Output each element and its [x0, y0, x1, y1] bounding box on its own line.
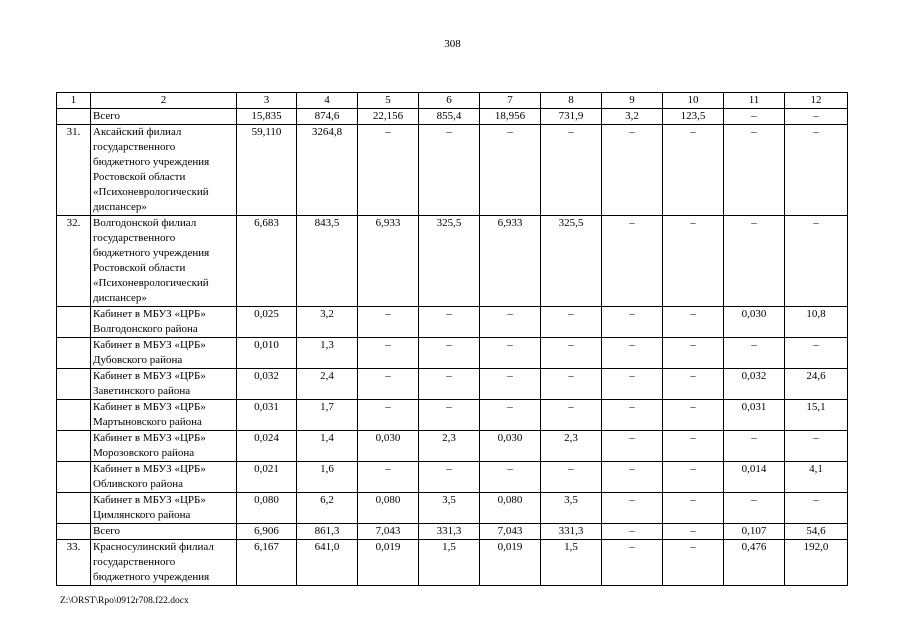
row-number — [57, 524, 91, 540]
column-header: 4 — [297, 93, 358, 109]
table-cell: 0,031 — [237, 400, 297, 431]
data-table — [56, 92, 848, 586]
table-cell: – — [602, 400, 663, 431]
row-name: Кабинет в МБУЗ «ЦРБ» Дубовского района — [91, 338, 237, 369]
table-cell: – — [724, 125, 785, 216]
table-cell: 0,032 — [724, 369, 785, 400]
table-cell: – — [358, 338, 419, 369]
table-cell: 0,080 — [358, 493, 419, 524]
row-name: Всего — [91, 524, 237, 540]
table-cell: 6,167 — [237, 540, 297, 586]
table-cell: – — [419, 462, 480, 493]
table-cell: – — [602, 369, 663, 400]
table-row — [57, 125, 848, 216]
table-cell: – — [663, 338, 724, 369]
column-header: 5 — [358, 93, 419, 109]
table-cell: – — [541, 125, 602, 216]
table-cell: 0,030 — [724, 307, 785, 338]
row-number — [57, 307, 91, 338]
table-cell: 59,110 — [237, 125, 297, 216]
table-cell: – — [663, 540, 724, 586]
table-cell: – — [724, 338, 785, 369]
table-cell: 325,5 — [419, 216, 480, 307]
table-cell: 18,956 — [480, 109, 541, 125]
table-cell: 0,030 — [480, 431, 541, 462]
table-cell: – — [419, 307, 480, 338]
table-cell: 331,3 — [419, 524, 480, 540]
table-cell: 6,933 — [480, 216, 541, 307]
table-row — [57, 400, 848, 431]
table-cell: 24,6 — [785, 369, 848, 400]
table-cell: 6,683 — [237, 216, 297, 307]
table-cell: – — [480, 125, 541, 216]
table-cell: 843,5 — [297, 216, 358, 307]
table-cell: 6,2 — [297, 493, 358, 524]
page-number: 308 — [444, 38, 461, 50]
table-cell: 1,5 — [541, 540, 602, 586]
table-cell: 15,1 — [785, 400, 848, 431]
row-number — [57, 369, 91, 400]
table-cell: – — [419, 369, 480, 400]
table-cell: 6,906 — [237, 524, 297, 540]
table-cell: 861,3 — [297, 524, 358, 540]
table-cell: – — [541, 338, 602, 369]
table-cell: – — [785, 125, 848, 216]
table-cell: – — [602, 524, 663, 540]
table-cell: 22,156 — [358, 109, 419, 125]
table-cell: – — [663, 462, 724, 493]
table-row — [57, 524, 848, 540]
table-cell: – — [785, 431, 848, 462]
column-header: 11 — [724, 93, 785, 109]
table-cell: 7,043 — [480, 524, 541, 540]
row-name: Кабинет в МБУЗ «ЦРБ» Мартыновского района — [91, 400, 237, 431]
table-cell: 331,3 — [541, 524, 602, 540]
column-header: 6 — [419, 93, 480, 109]
table-cell: 1,7 — [297, 400, 358, 431]
table-cell: 7,043 — [358, 524, 419, 540]
table-cell: 0,021 — [237, 462, 297, 493]
table-cell: 325,5 — [541, 216, 602, 307]
table-cell: 0,010 — [237, 338, 297, 369]
table-cell: – — [602, 307, 663, 338]
row-name: Кабинет в МБУЗ «ЦРБ» Обливского района — [91, 462, 237, 493]
table-cell: 0,014 — [724, 462, 785, 493]
column-header: 10 — [663, 93, 724, 109]
table-cell: – — [541, 369, 602, 400]
table-cell: 54,6 — [785, 524, 848, 540]
row-name: Всего — [91, 109, 237, 125]
row-number: 32. — [57, 216, 91, 307]
table-row — [57, 540, 848, 586]
table-cell: – — [663, 307, 724, 338]
table-cell: 15,835 — [237, 109, 297, 125]
table-cell: 3264,8 — [297, 125, 358, 216]
table-cell: 1,5 — [419, 540, 480, 586]
table-cell: 3,2 — [297, 307, 358, 338]
table-cell: 874,6 — [297, 109, 358, 125]
table-row — [57, 109, 848, 125]
table-row — [57, 216, 848, 307]
table-cell: 0,476 — [724, 540, 785, 586]
table-cell: – — [480, 369, 541, 400]
column-header: 9 — [602, 93, 663, 109]
table-cell: – — [602, 431, 663, 462]
table-cell: 0,080 — [237, 493, 297, 524]
table-cell: – — [602, 493, 663, 524]
table-cell: – — [358, 462, 419, 493]
table-cell: – — [663, 125, 724, 216]
table-cell: – — [785, 216, 848, 307]
row-number — [57, 338, 91, 369]
table-cell: – — [785, 493, 848, 524]
table-cell: – — [663, 431, 724, 462]
table-cell: 0,107 — [724, 524, 785, 540]
table-row — [57, 307, 848, 338]
table-cell: 3,2 — [602, 109, 663, 125]
table-cell: 2,4 — [297, 369, 358, 400]
table-cell: – — [419, 400, 480, 431]
table-header-row — [57, 93, 848, 109]
column-header: 3 — [237, 93, 297, 109]
table-cell: – — [663, 493, 724, 524]
table-cell: 0,025 — [237, 307, 297, 338]
row-number: 31. — [57, 125, 91, 216]
table-cell: 1,3 — [297, 338, 358, 369]
table-cell: 4,1 — [785, 462, 848, 493]
table-cell: 731,9 — [541, 109, 602, 125]
row-name: Кабинет в МБУЗ «ЦРБ» Цимлянского района — [91, 493, 237, 524]
table-cell: – — [663, 216, 724, 307]
table-cell: – — [480, 307, 541, 338]
table-cell: – — [785, 338, 848, 369]
table-cell: 0,080 — [480, 493, 541, 524]
table-cell: – — [541, 307, 602, 338]
row-number: 33. — [57, 540, 91, 586]
table-row — [57, 493, 848, 524]
table-cell: – — [663, 524, 724, 540]
table-cell: 10,8 — [785, 307, 848, 338]
table-cell: 6,933 — [358, 216, 419, 307]
row-name: Кабинет в МБУЗ «ЦРБ» Волгодонского района — [91, 307, 237, 338]
table-cell: 0,032 — [237, 369, 297, 400]
table-cell: – — [480, 400, 541, 431]
row-number — [57, 431, 91, 462]
table-cell: – — [663, 400, 724, 431]
table-cell: 0,019 — [480, 540, 541, 586]
table-row — [57, 431, 848, 462]
table-cell: – — [358, 125, 419, 216]
table-cell: – — [724, 431, 785, 462]
footer-file-path: Z:\ORST\Rpo\0912r708.f22.docx — [60, 596, 189, 606]
column-header: 8 — [541, 93, 602, 109]
column-header: 7 — [480, 93, 541, 109]
table-cell: – — [480, 338, 541, 369]
row-name: Волгодонской филиал государственного бюджетного учреждения Ростовской области «Психоневрологический диспансер» — [91, 216, 237, 307]
table-cell: – — [724, 109, 785, 125]
table-cell: – — [785, 109, 848, 125]
table-cell: 192,0 — [785, 540, 848, 586]
table-cell: – — [358, 400, 419, 431]
table-cell: – — [602, 216, 663, 307]
table-cell: – — [419, 338, 480, 369]
row-number — [57, 400, 91, 431]
row-name: Кабинет в МБУЗ «ЦРБ» Заветинского района — [91, 369, 237, 400]
table-cell: 0,031 — [724, 400, 785, 431]
column-header: 12 — [785, 93, 848, 109]
table-cell: – — [602, 338, 663, 369]
table-cell: – — [602, 125, 663, 216]
table-cell: 641,0 — [297, 540, 358, 586]
table-cell: – — [663, 369, 724, 400]
table-cell: 1,4 — [297, 431, 358, 462]
table-cell: – — [541, 462, 602, 493]
table-cell: 2,3 — [419, 431, 480, 462]
table-cell: 0,030 — [358, 431, 419, 462]
table-cell: 3,5 — [419, 493, 480, 524]
table-cell: – — [358, 369, 419, 400]
table-cell: 0,024 — [237, 431, 297, 462]
row-number — [57, 109, 91, 125]
table-cell: – — [541, 400, 602, 431]
table-cell: 0,019 — [358, 540, 419, 586]
table-cell: – — [358, 307, 419, 338]
table-cell: 855,4 — [419, 109, 480, 125]
table-cell: 1,6 — [297, 462, 358, 493]
table-cell: – — [724, 493, 785, 524]
row-number — [57, 462, 91, 493]
row-number — [57, 493, 91, 524]
table-cell: 3,5 — [541, 493, 602, 524]
table-row — [57, 369, 848, 400]
column-header: 2 — [91, 93, 237, 109]
table-row — [57, 338, 848, 369]
row-name: Кабинет в МБУЗ «ЦРБ» Морозовского района — [91, 431, 237, 462]
table-cell: 2,3 — [541, 431, 602, 462]
table-cell: – — [419, 125, 480, 216]
table-cell: – — [602, 540, 663, 586]
table-cell: – — [724, 216, 785, 307]
table-cell: – — [480, 462, 541, 493]
column-header: 1 — [57, 93, 91, 109]
table-cell: 123,5 — [663, 109, 724, 125]
row-name: Аксайский филиал государственного бюджетного учреждения Ростовской области «Психоневрологический диспансер» — [91, 125, 237, 216]
table-row — [57, 462, 848, 493]
table-cell: – — [602, 462, 663, 493]
row-name: Красносулинский филиал государственного бюджетного учреждения — [91, 540, 237, 586]
